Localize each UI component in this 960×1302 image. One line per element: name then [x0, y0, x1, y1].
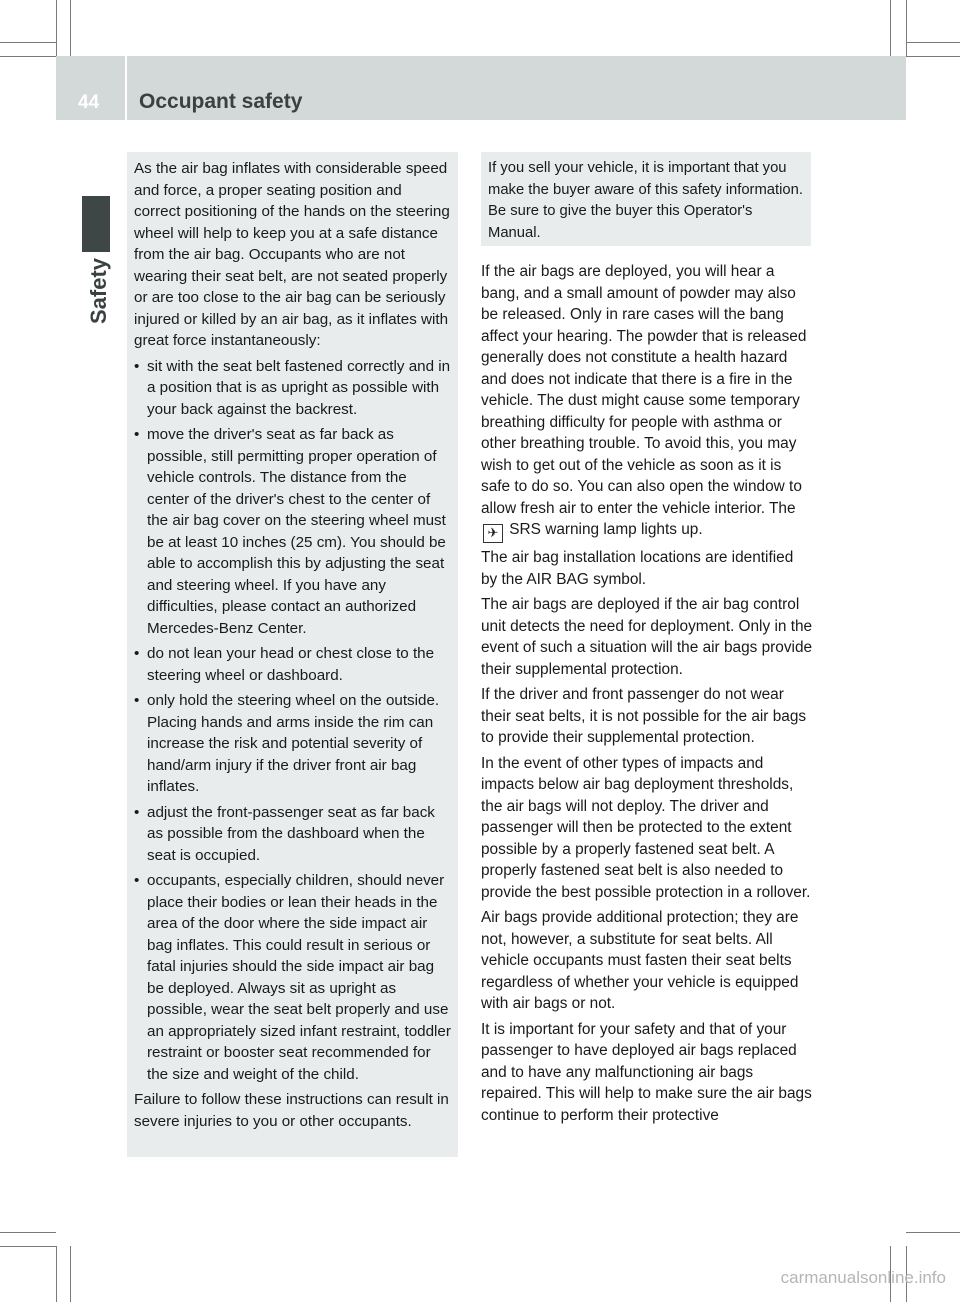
crop-mark — [890, 0, 891, 56]
chapter-tab — [84, 248, 111, 448]
crop-mark — [70, 0, 71, 56]
bullet: • — [134, 872, 140, 889]
chapter-label: Safety — [86, 257, 111, 324]
crop-mark — [906, 0, 907, 56]
paragraph: Air bags provide additional protection; they are not, however, a substitute for seat belts. All vehicle occupants must fasten their seat belts regardless of whether your vehicle is equipped with air bags or not. — [481, 909, 799, 1012]
paragraph: If the driver and front passenger do not wear their seat belts, it is not possible for the air bags to provide their supplemental protection. — [481, 686, 807, 746]
watermark: carmanualsonline.info — [780, 1268, 946, 1287]
body-text — [481, 261, 813, 1130]
list-item: • only hold the steering wheel on the outside. Placing hands and arms inside the rim can increase the risk and potential severity of hand/arm injury if the driver front air bag inflates. — [134, 692, 440, 795]
bullet: • — [134, 357, 140, 375]
paragraph: It is important for your safety and that of your passenger to have deployed air bags replaced and to have any malfunctioning air bags repaired. This will help to make sure the air bags continue to perform their protective — [481, 1020, 812, 1124]
warning-intro: As the air bag inflates with considerable speed and force, a proper seating position and correct positioning of the hands on the steering wheel will help to keep you at a safe distance from the air bag. Occupants who are not wearing their seat belt, are not seated properly or are too close to the air bag can be seriously injured or killed by an air bag, as it inflates with great force instantaneously: — [134, 160, 450, 349]
header-separator — [125, 56, 127, 120]
paragraph: In the event of other types of impacts and impacts below air bag deployment thresholds, the air bags will not deploy. The driver and passenger will then be protected to the extent possible by a properly fastened seat belt. A properly fastened seat belt is also needed to provide the best possible protection in a rollover. — [481, 754, 811, 901]
paragraph: If the air bags are deployed, you will hear a bang, and a small amount of powder may also be released. Only in rare cases will the bang affect your hearing. The powder that is released generally does not constitute a health hazard and does not indicate that there is a fire in the vehicle. The dust might cause some temporary breathing difficulty for people with asthma or other breathing trouble. To avoid this, you may wish to get out of the vehicle as soon as it is safe to do so. You can also open the window to allow fresh air to enter the vehicle interior. The ✈ SRS warning lamp lights up. — [481, 261, 813, 543]
bullet: • — [134, 692, 140, 709]
warning-closing: Failure to follow these instructions can result in severe injuries to you or other occupants. — [134, 1091, 449, 1130]
crop-mark — [56, 0, 57, 56]
paragraph: The air bag installation locations are identified by the AIR BAG symbol. — [481, 549, 794, 588]
crop-mark — [0, 42, 56, 43]
crop-mark — [56, 1246, 57, 1302]
paragraph: The air bags are deployed if the air bag control unit detects the need for deployment. Only in the event of such a situation will the air bags provide their supplemental protection. — [481, 596, 813, 678]
crop-mark — [906, 56, 960, 57]
info-box-text: If you sell your vehicle, it is important that you make the buyer aware of this safety information. Be sure to give the buyer this Operator's Manual. — [488, 160, 803, 241]
list-item: • sit with the seat belt fastened correctly and in a position that is as upright as possible with your back against the backrest. — [134, 357, 451, 418]
crop-mark — [0, 56, 56, 57]
list-item: • do not lean your head or chest close to the steering wheel or dashboard. — [134, 645, 435, 684]
bullet: • — [134, 803, 140, 821]
bullet: • — [134, 645, 140, 662]
list-item: • occupants, especially children, should never place their bodies or lean their heads in the area of the door where the side impact air bag inflates. This could result in serious or fatal injuries should the side impact air bag be deployed. Always sit as upright as possible, wear the seat belt properly and use an appropriately sized infant restraint, toddler restraint or booster seat recommended for the size and weight of the child. — [134, 872, 451, 1083]
bullet: • — [134, 426, 140, 443]
airbag-warning-icon: ✈ — [483, 524, 503, 543]
crop-mark — [906, 1232, 960, 1233]
crop-mark — [906, 42, 960, 43]
section-title: Occupant safety — [139, 90, 303, 113]
list-item: • adjust the front-passenger seat as far back as possible from the dashboard when the seat is occupied. — [134, 803, 435, 864]
warning-box-content — [134, 158, 452, 1136]
crop-mark — [0, 1246, 56, 1247]
chapter-marker — [82, 196, 110, 252]
page-number: 44 — [78, 92, 100, 113]
crop-mark — [70, 1246, 71, 1302]
list-item: • move the driver's seat as far back as possible, still permitting proper operation of vehicle controls. The distance from the center of the driver's chest to the center of the air bag cover on the steering wheel must be at least 10 inches (25 cm). You should be able to accomplish this by adjusting the seat and steering wheel. If you have any difficulties, please contact an authorized Mercedes-Benz Center. — [134, 426, 446, 637]
crop-mark — [0, 1232, 56, 1233]
